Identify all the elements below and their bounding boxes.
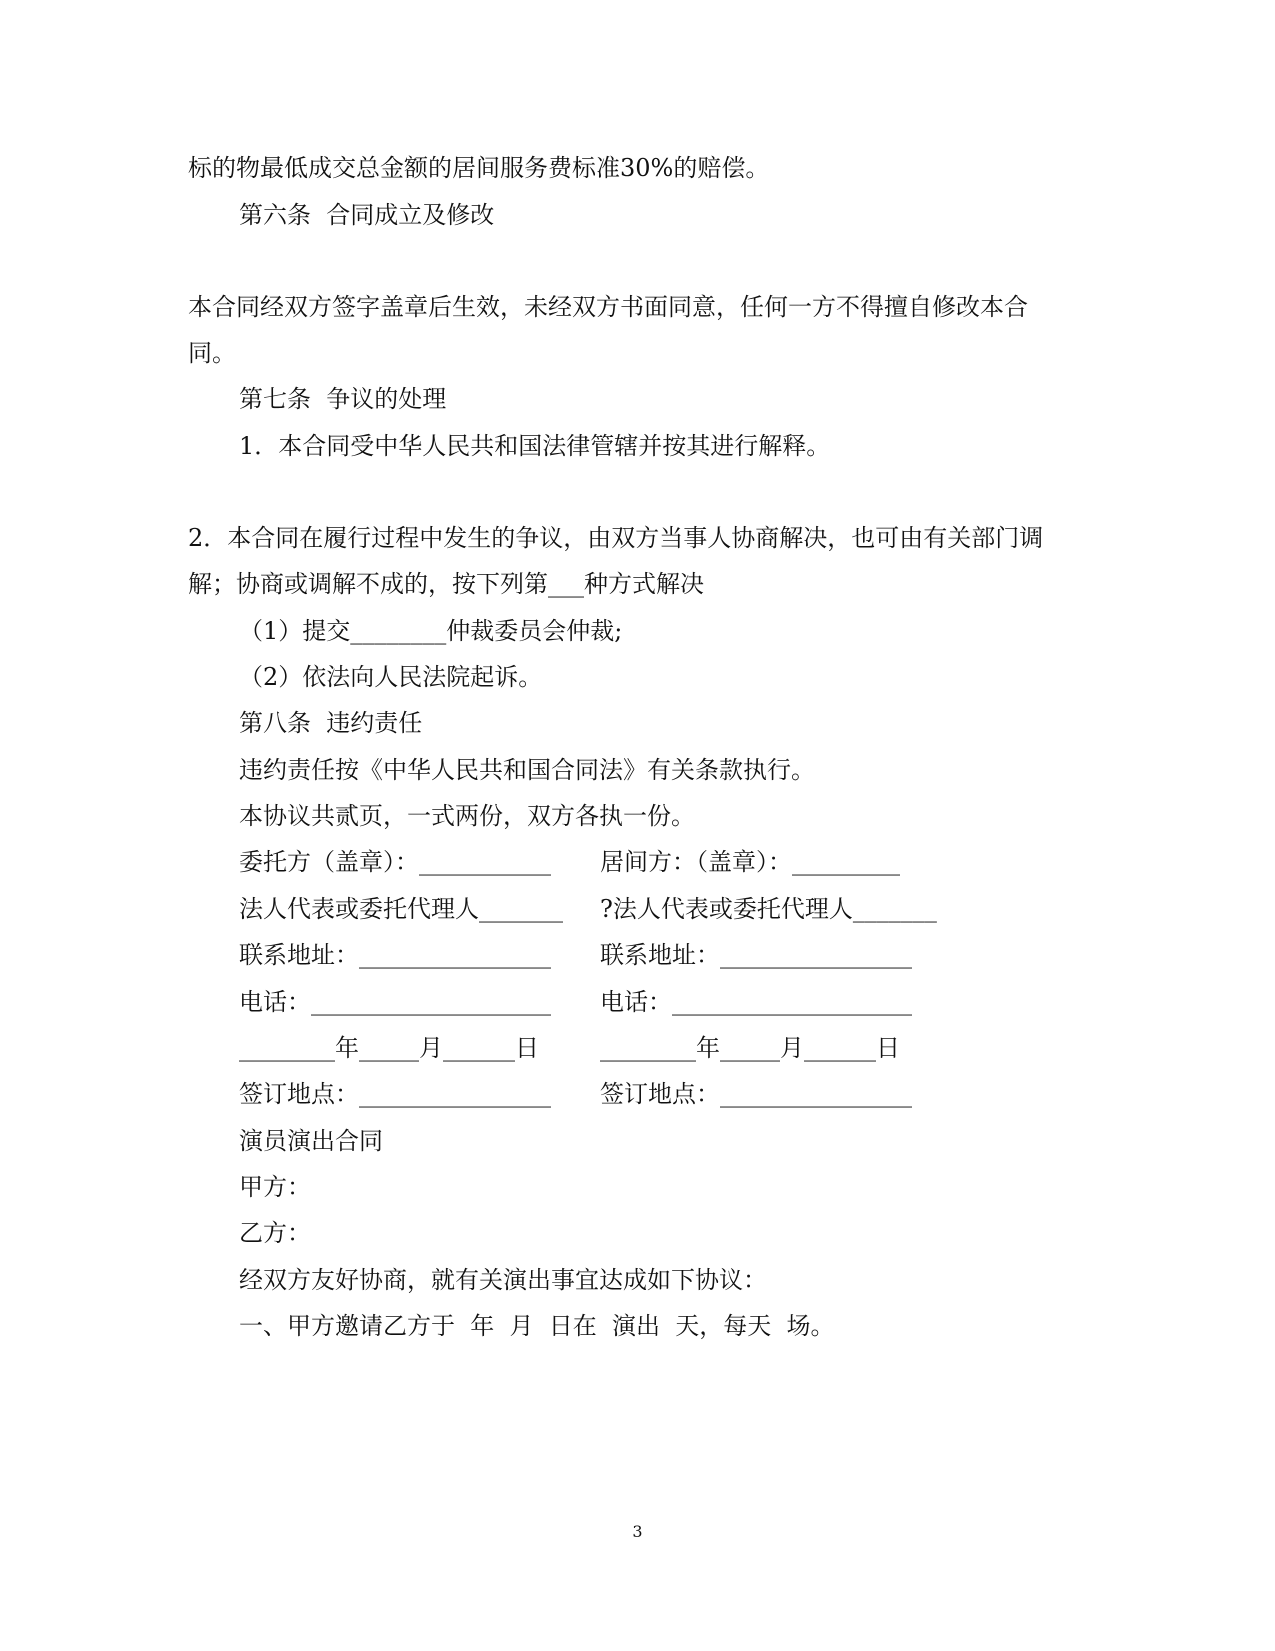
article-7-heading: 第七条 争议的处理 [239,385,447,413]
signature-left-rep: 法人代表或委托代理人_______ [239,895,563,923]
signature-left-address: 联系地址：________________ [239,941,551,969]
contract2-title: 演员演出合同 [239,1127,383,1155]
contract2-party-b: 乙方： [239,1219,311,1247]
paragraph-compensation: 标的物最低成交总金额的居间服务费标准30%的赔偿。 [188,154,770,182]
article-7-item1: 1．本合同受中华人民共和国法律管辖并按其进行解释。 [239,432,831,460]
signature-right-address: 联系地址：________________ [600,941,912,969]
article-6-text-line1: 本合同经双方签字盖章后生效，未经双方书面同意，任何一方不得擅自修改本合 [188,293,1028,321]
signature-right-place: 签订地点：________________ [600,1080,912,1108]
signature-right-date: ________年_____月______日 [600,1034,900,1062]
signature-left-date: ________年_____月______日 [239,1034,539,1062]
copies-statement: 本协议共贰页，一式两份，双方各执一份。 [239,802,695,830]
signature-left-party: 委托方（盖章）：___________ [239,848,551,876]
signature-left-place: 签订地点：________________ [239,1080,551,1108]
article-8-heading: 第八条 违约责任 [239,709,423,737]
option-arbitration: （1）提交________仲裁委员会仲裁; [239,617,623,645]
article-7-item2-line2: 解；协商或调解不成的，按下列第___种方式解决 [188,570,704,598]
signature-right-rep: ?法人代表或委托代理人_______ [600,895,937,923]
article-7-item2-line1: 2．本合同在履行过程中发生的争议，由双方当事人协商解决，也可由有关部门调 [188,524,1044,552]
contract2-clause1: 一、甲方邀请乙方于 年 月 日在 演出 天，每天 场。 [239,1312,835,1340]
article-6-text-line2: 同。 [188,339,236,367]
signature-left-phone: 电话：____________________ [239,988,551,1016]
contract2-intro: 经双方友好协商，就有关演出事宜达成如下协议： [239,1266,767,1294]
article-8-text: 违约责任按《中华人民共和国合同法》有关条款执行。 [239,756,815,784]
signature-right-party: 居间方：（盖章）：_________ [600,848,900,876]
contract2-party-a: 甲方： [239,1173,311,1201]
signature-right-phone: 电话：____________________ [600,988,912,1016]
page-number: 3 [632,1522,643,1541]
option-litigation: （2）依法向人民法院起诉。 [239,663,543,691]
article-6-heading: 第六条 合同成立及修改 [239,201,495,229]
